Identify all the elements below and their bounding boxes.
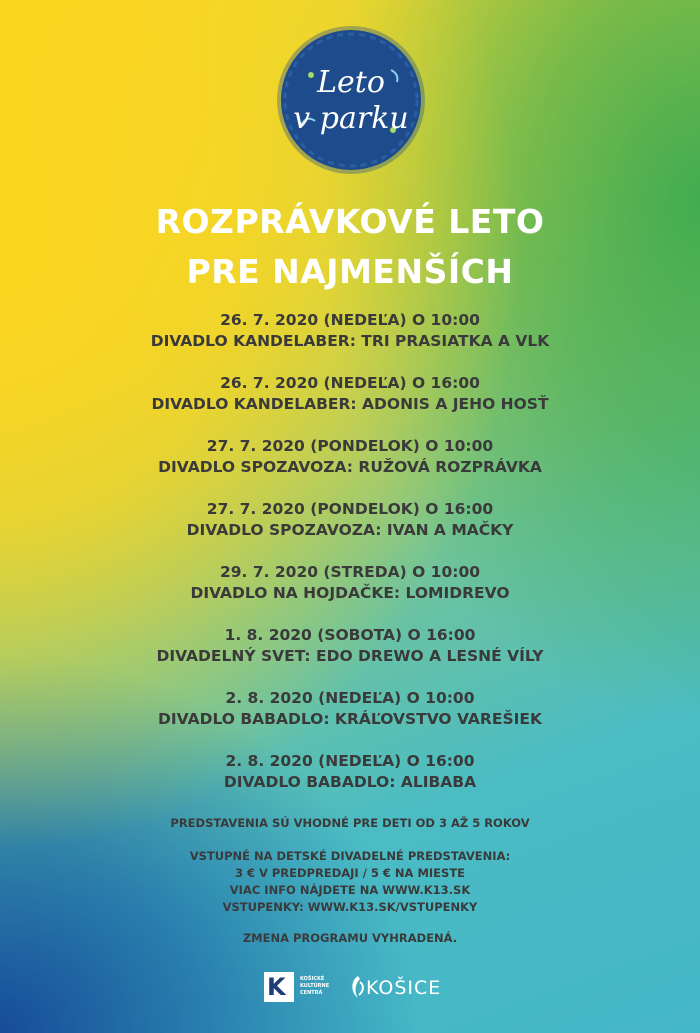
event-item xyxy=(0,310,700,373)
kosice-logo-text: KOŠICE xyxy=(366,977,442,999)
event-item xyxy=(0,373,700,436)
k13-logo-text xyxy=(300,976,340,997)
admission-line-3: VIAC INFO NÁJDETE NA WWW.K13.SK xyxy=(229,883,471,897)
k13-logo-icon xyxy=(264,972,294,1002)
event-date: 29. 7. 2020 (STREDA) O 10:00 xyxy=(219,563,481,581)
event-item xyxy=(0,436,700,499)
event-name: DIVADLO KANDELABER: TRI PRASIATKA A VLK xyxy=(150,332,550,350)
event-item xyxy=(0,751,700,814)
event-date: 2. 8. 2020 (NEDEĽA) O 10:00 xyxy=(225,689,475,707)
event-name: DIVADLO BABADLO: KRÁĽOVSTVO VAREŠIEK xyxy=(158,710,542,728)
event-name: DIVADLO SPOZAVOZA: IVAN A MAČKY xyxy=(186,521,514,539)
event-name: DIVADLO NA HOJDAČKE: LOMIDREVO xyxy=(190,584,510,602)
k13-text-line-1: KOŠICKÉ xyxy=(300,976,325,982)
logo-line-2: v parku xyxy=(293,101,409,136)
event-date: 26. 7. 2020 (NEDEĽA) O 16:00 xyxy=(220,374,480,392)
k13-logo-mark: K xyxy=(267,973,286,1001)
event-name: DIVADLO SPOZAVOZA: RUŽOVÁ ROZPRÁVKA xyxy=(158,458,542,476)
suitability-note: PREDSTAVENIA SÚ VHODNÉ PRE DETI OD 3 AŽ 5 ROKOV xyxy=(170,816,530,830)
event-date: 27. 7. 2020 (PONDELOK) O 10:00 xyxy=(206,437,494,455)
logo-line-1: Leto xyxy=(317,65,385,100)
k13-text-line-2: KULTÚRNE xyxy=(300,983,330,989)
admission-line-2: 3 € V PREDPREDAJI / 5 € NA MIESTE xyxy=(234,866,466,880)
logo-leaf-decoration xyxy=(281,30,421,170)
event-name: DIVADLO BABADLO: ALIBABA xyxy=(223,773,477,791)
event-item xyxy=(0,688,700,751)
title-line-1: ROZPRÁVKOVÉ LETO xyxy=(155,202,545,241)
admission-line-4: VSTUPENKY: WWW.K13.SK/VSTUPENKY xyxy=(222,900,478,914)
admission-line-1: VSTUPNÉ NA DETSKÉ DIVADELNÉ PREDSTAVENIA: xyxy=(189,849,511,863)
event-item xyxy=(0,625,700,688)
event-date: 2. 8. 2020 (NEDEĽA) O 16:00 xyxy=(225,752,475,770)
event-item xyxy=(0,562,700,625)
event-date: 26. 7. 2020 (NEDEĽA) O 10:00 xyxy=(220,311,480,329)
event-item xyxy=(0,499,700,562)
k13-text-line-3: CENTRÁ xyxy=(300,990,323,996)
event-date: 27. 7. 2020 (PONDELOK) O 16:00 xyxy=(206,500,494,518)
title-line-2: PRE NAJMENŠÍCH xyxy=(186,252,514,291)
event-date: 1. 8. 2020 (SOBOTA) O 16:00 xyxy=(224,626,476,644)
admission-info xyxy=(0,848,700,916)
event-list xyxy=(0,310,700,814)
event-name: DIVADLO KANDELABER: ADONIS A JEHO HOSŤ xyxy=(151,395,549,413)
program-change-note: ZMENA PROGRAMU VYHRADENÁ. xyxy=(242,931,458,945)
event-name: DIVADELNÝ SVET: EDO DREWO A LESNÉ VÍLY xyxy=(156,647,544,665)
leto-v-parku-logo xyxy=(281,30,421,170)
